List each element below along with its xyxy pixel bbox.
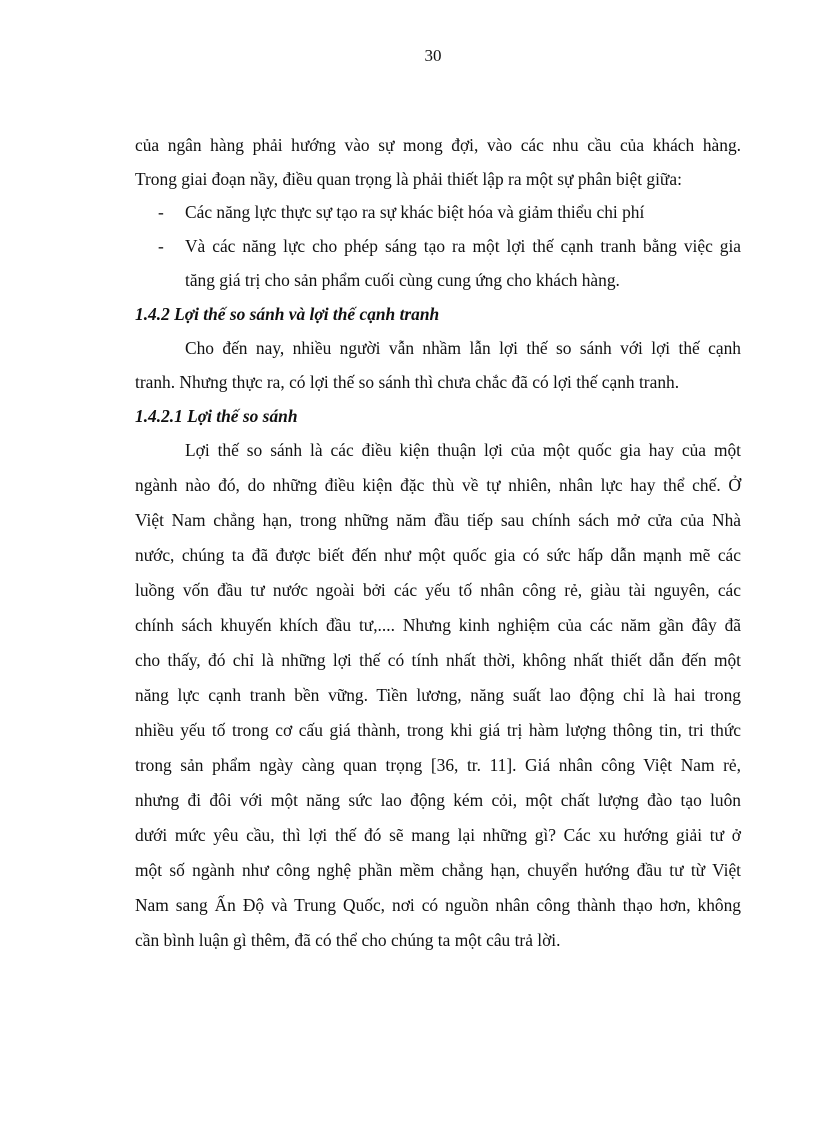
list-item-text: tăng giá trị cho sản phẩm cuối cùng cung ứng cho khách hàng. bbox=[185, 270, 620, 290]
subsection-heading: 1.4.2.1 Lợi thế so sánh bbox=[135, 406, 298, 426]
text-line: Trong giai đoạn nầy, điều quan trọng là phải thiết lập ra một sự phân biệt giữa: bbox=[135, 169, 682, 189]
text-line: nhiều yếu tố trong cơ cấu giá thành, trong khi giá trị hàm lượng thông tin, tri thức bbox=[135, 720, 741, 740]
text-line: trong sản phẩm ngày càng quan trọng [36, tr. 11]. Giá nhân công Việt Nam rẻ, bbox=[135, 755, 741, 775]
text-line: Việt Nam chẳng hạn, trong những năm đầu tiếp sau chính sách mở cửa của Nhà bbox=[135, 510, 741, 530]
list-item-text: Các năng lực thực sự tạo ra sự khác biệt hóa và giảm thiểu chi phí bbox=[185, 202, 645, 222]
text-line: Lợi thế so sánh là các điều kiện thuận lợi của một quốc gia hay của một bbox=[185, 440, 741, 460]
text-line: tranh. Nhưng thực ra, có lợi thế so sánh thì chưa chắc đã có lợi thế cạnh tranh. bbox=[135, 372, 680, 392]
text-line: ngành nào đó, do những điều kiện đặc thù về tự nhiên, nhân lực hay thể chế. Ở bbox=[135, 475, 741, 495]
text-line: dưới mức yêu cầu, thì lợi thế đó sẽ mang lại những gì? Các xu hướng giải tư ở bbox=[135, 825, 741, 845]
page-number: 30 bbox=[424, 46, 442, 65]
text-line: nước, chúng ta đã được biết đến như một quốc gia có sức hấp dẫn mạnh mẽ các bbox=[135, 545, 741, 565]
text-line: nhưng đi đôi với một năng sức lao động kém cỏi, một chất lượng đào tạo luôn bbox=[135, 790, 741, 810]
text-line: cần bình luận gì thêm, đã có thể cho chúng ta một câu trả lời. bbox=[135, 930, 561, 950]
text-line: Nam sang Ấn Độ và Trung Quốc, nơi có nguồn nhân công thành thạo hơn, không bbox=[135, 895, 741, 915]
text-line: một số ngành như công nghệ phần mềm chẳng hạn, chuyển hướng đầu tư từ Việt bbox=[135, 860, 741, 880]
text-line: Cho đến nay, nhiều người vẫn nhầm lẫn lợi thế so sánh với lợi thế cạnh bbox=[185, 338, 741, 358]
text-line: của ngân hàng phải hướng vào sự mong đợi, vào các nhu cầu của khách hàng. bbox=[135, 135, 741, 155]
list-bullet-dash: - bbox=[158, 202, 164, 222]
list-bullet-dash: - bbox=[158, 236, 164, 256]
text-line: chính sách khuyến khích đầu tư,.... Nhưng kinh nghiệm của các năm gần đây đã bbox=[135, 615, 741, 635]
text-line: cho thấy, đó chỉ là những lợi thế có tính nhất thời, không nhất thiết dẫn đến một bbox=[135, 650, 741, 670]
list-item-text: Và các năng lực cho phép sáng tạo ra một lợi thế cạnh tranh bằng việc gia bbox=[185, 236, 741, 256]
text-line: năng lực cạnh tranh bền vững. Tiền lương, năng suất lao động chỉ là hai trong bbox=[135, 685, 741, 705]
section-heading: 1.4.2 Lợi thế so sánh và lợi thế cạnh tranh bbox=[135, 304, 440, 324]
text-line: luồng vốn đầu tư nước ngoài bởi các yếu tố nhân công rẻ, giàu tài nguyên, các bbox=[135, 580, 741, 600]
